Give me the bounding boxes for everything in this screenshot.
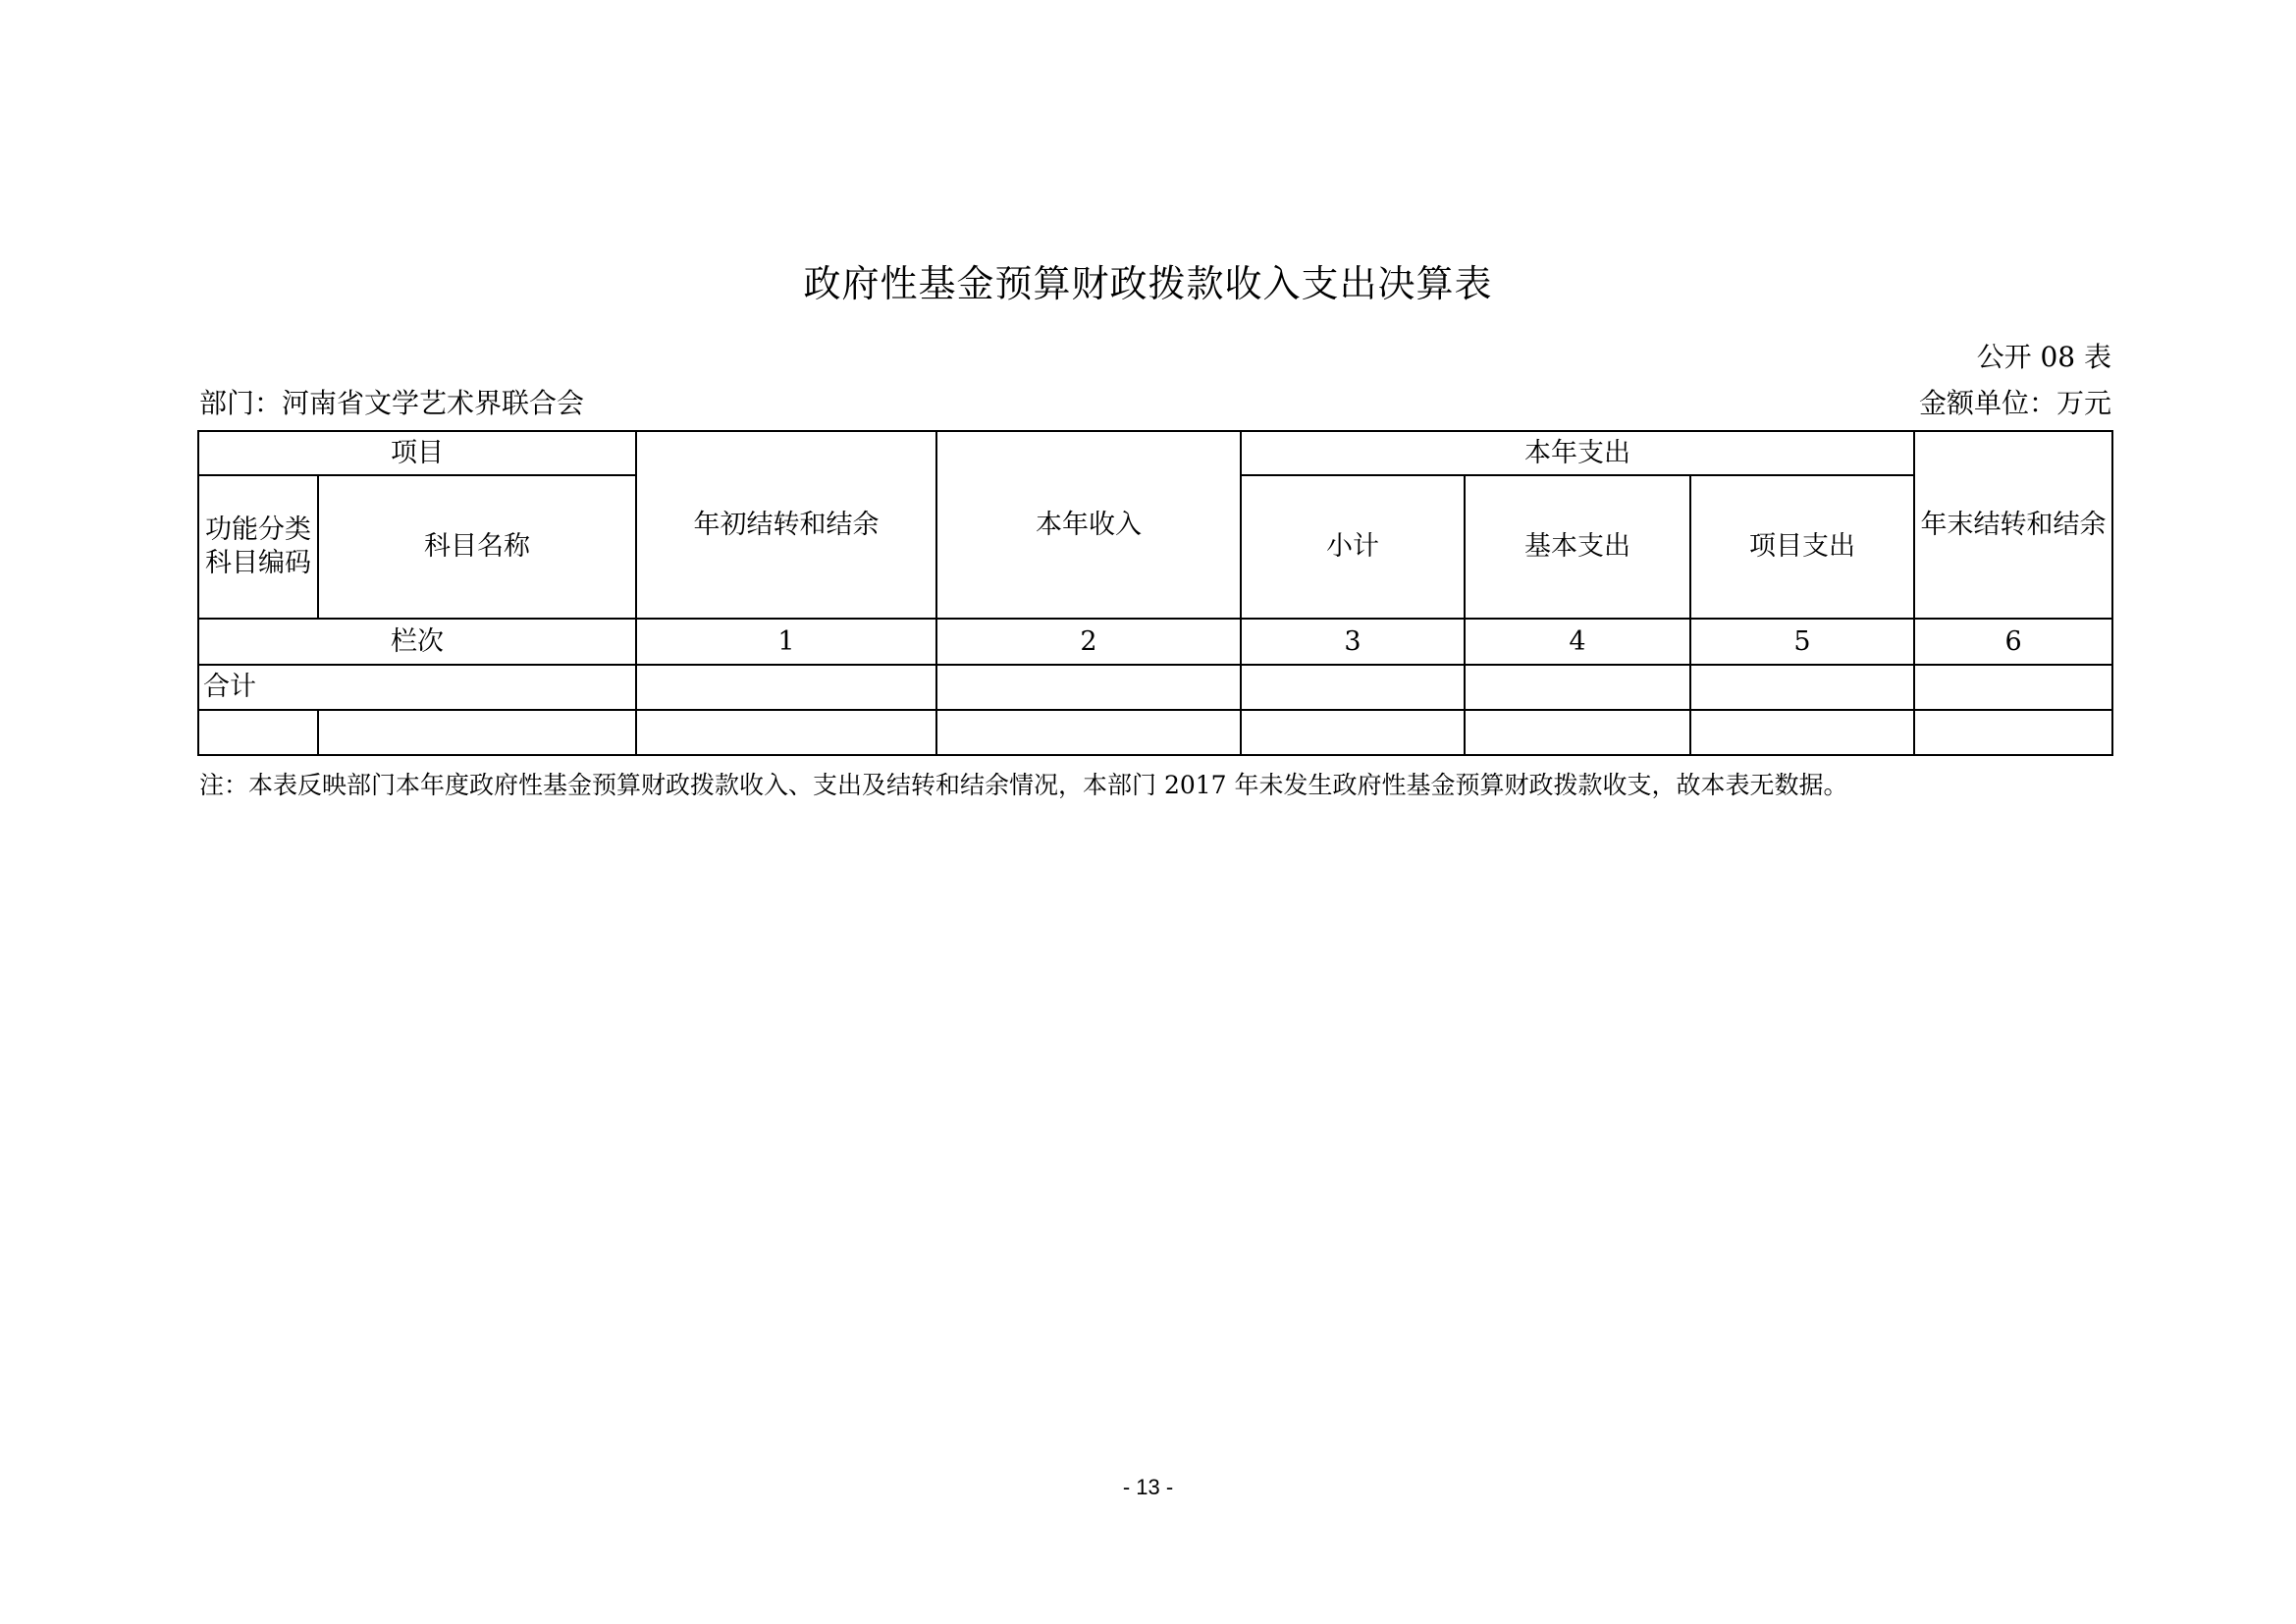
total-cell xyxy=(1914,665,2112,710)
row-value-cell xyxy=(1690,710,1914,755)
total-cell xyxy=(936,665,1241,710)
column-number-label: 栏次 xyxy=(198,619,636,665)
row-value-cell xyxy=(936,710,1241,755)
column-number: 4 xyxy=(1465,619,1690,665)
row-value-cell xyxy=(636,710,936,755)
table-row xyxy=(198,710,2112,755)
row-name-cell xyxy=(318,710,636,755)
header-end-balance: 年末结转和结余 xyxy=(1914,431,2112,619)
table-number: 公开 08 表 xyxy=(1976,341,2111,373)
column-number: 2 xyxy=(936,619,1241,665)
total-label: 合计 xyxy=(198,665,636,710)
total-row xyxy=(198,665,2112,710)
row-value-cell xyxy=(1914,710,2112,755)
header-item: 项目 xyxy=(198,431,636,475)
page-title: 政府性基金预算财政拨款收入支出决算表 xyxy=(803,262,1493,305)
header-basic-expenditure: 基本支出 xyxy=(1465,475,1690,619)
header-project-expenditure: 项目支出 xyxy=(1690,475,1914,619)
row-value-cell xyxy=(1241,710,1465,755)
header-expenditure: 本年支出 xyxy=(1241,431,1914,475)
column-number: 3 xyxy=(1241,619,1465,665)
total-cell xyxy=(1241,665,1465,710)
page-number: - 13 - xyxy=(1122,1475,1174,1499)
row-code-cell xyxy=(198,710,318,755)
header-subject-name: 科目名称 xyxy=(318,475,636,619)
column-number: 1 xyxy=(636,619,936,665)
unit-label: 金额单位：万元 xyxy=(1918,387,2111,419)
total-cell xyxy=(1690,665,1914,710)
header-income: 本年收入 xyxy=(936,431,1241,619)
report-table xyxy=(197,430,2113,756)
total-cell xyxy=(1465,665,1690,710)
department-label: 部门：河南省文学艺术界联合会 xyxy=(199,387,585,419)
row-value-cell xyxy=(1465,710,1690,755)
total-cell xyxy=(636,665,936,710)
header-begin-balance: 年初结转和结余 xyxy=(636,431,936,619)
header-subtotal: 小计 xyxy=(1241,475,1465,619)
column-number: 6 xyxy=(1914,619,2112,665)
header-function-code: 功能分类科目编码 xyxy=(198,475,318,619)
column-number-row xyxy=(198,619,2112,665)
column-number: 5 xyxy=(1690,619,1914,665)
table-note: 注：本表反映部门本年度政府性基金预算财政拨款收入、支出及结转和结余情况，本部门 2017 年未发生政府性基金预算财政拨款收支，故本表无数据。 xyxy=(199,771,1848,799)
